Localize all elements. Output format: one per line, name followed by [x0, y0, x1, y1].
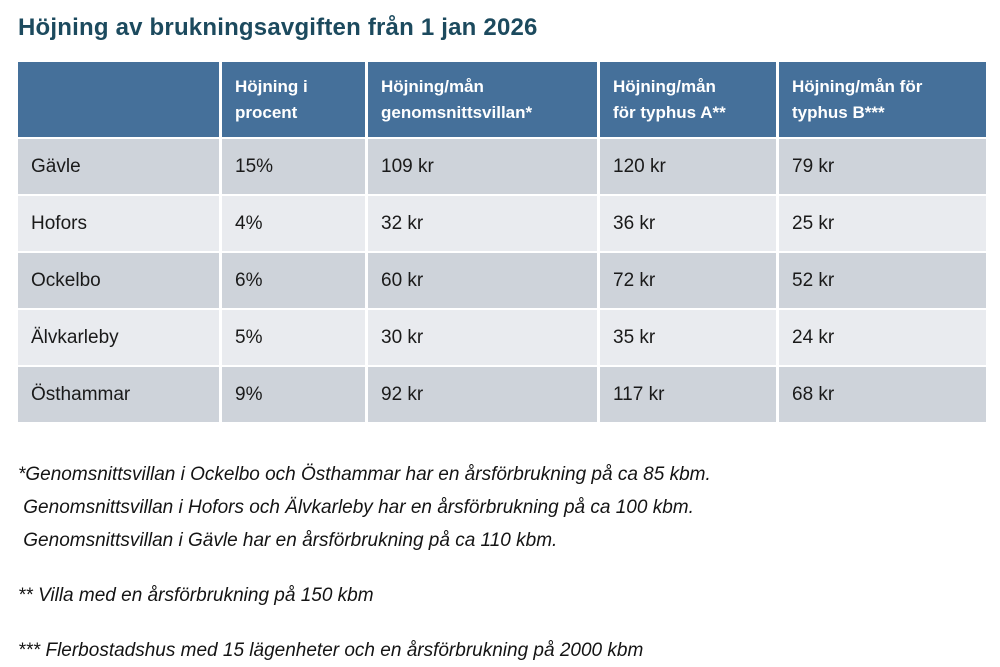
table-cell: 35 kr: [600, 310, 776, 365]
row-label: Hofors: [18, 196, 219, 251]
footnote-group: [18, 458, 986, 557]
fee-table: [18, 62, 986, 422]
row-label: Ockelbo: [18, 253, 219, 308]
table-cell: 72 kr: [600, 253, 776, 308]
table-cell: 6%: [222, 253, 365, 308]
table-cell: 68 kr: [779, 367, 986, 422]
row-label: Östhammar: [18, 367, 219, 422]
row-label: Älvkarleby: [18, 310, 219, 365]
table-cell: 25 kr: [779, 196, 986, 251]
header-cell-line: Höjning/mån: [381, 76, 484, 96]
header-cell-line: procent: [235, 102, 298, 122]
footnote-line: Genomsnittsvillan i Hofors och Älvkarleby har en årsförbrukning på ca 100 kbm.: [18, 497, 694, 518]
footnote-line: *** Flerbostadshus med 15 lägenheter och en årsförbrukning på 2000 kbm: [18, 640, 644, 661]
table-cell: 60 kr: [368, 253, 597, 308]
footnote-line: *Genomsnittsvillan i Ockelbo och Östhammar har en årsförbrukning på ca 85 kbm.: [18, 464, 711, 485]
header-cell-line: genomsnittsvillan*: [381, 102, 533, 122]
table-cell: 4%: [222, 196, 365, 251]
header-cell: [18, 62, 219, 137]
header-cell-line: Höjning/mån för: [792, 76, 923, 96]
table-cell: 24 kr: [779, 310, 986, 365]
header-cell-line: typhus B***: [792, 102, 885, 122]
table-cell: 52 kr: [779, 253, 986, 308]
header-cell: [368, 62, 597, 137]
footnote-line: Genomsnittsvillan i Gävle har en årsförbrukning på ca 110 kbm.: [18, 530, 558, 551]
header-cell: [600, 62, 776, 137]
table-cell: 120 kr: [600, 139, 776, 194]
footnote-group: [18, 579, 986, 612]
table-cell: 79 kr: [779, 139, 986, 194]
header-cell: [779, 62, 986, 137]
header-cell-line: för typhus A**: [613, 102, 726, 122]
table-cell: 36 kr: [600, 196, 776, 251]
table-cell: 32 kr: [368, 196, 597, 251]
table-cell: 9%: [222, 367, 365, 422]
table-cell: 15%: [222, 139, 365, 194]
footnote-line: ** Villa med en årsförbrukning på 150 kbm: [18, 585, 374, 606]
table-cell: 92 kr: [368, 367, 597, 422]
header-cell-line: Höjning i: [235, 76, 308, 96]
page-title: Höjning av brukningsavgiften från 1 jan 2026: [18, 14, 538, 41]
footnotes: [18, 458, 986, 667]
header-cell: [222, 62, 365, 137]
row-label: Gävle: [18, 139, 219, 194]
header-cell-line: Höjning/mån: [613, 76, 716, 96]
footnote-group: [18, 634, 986, 667]
table-cell: 5%: [222, 310, 365, 365]
table-cell: 109 kr: [368, 139, 597, 194]
table-cell: 117 kr: [600, 367, 776, 422]
table-cell: 30 kr: [368, 310, 597, 365]
